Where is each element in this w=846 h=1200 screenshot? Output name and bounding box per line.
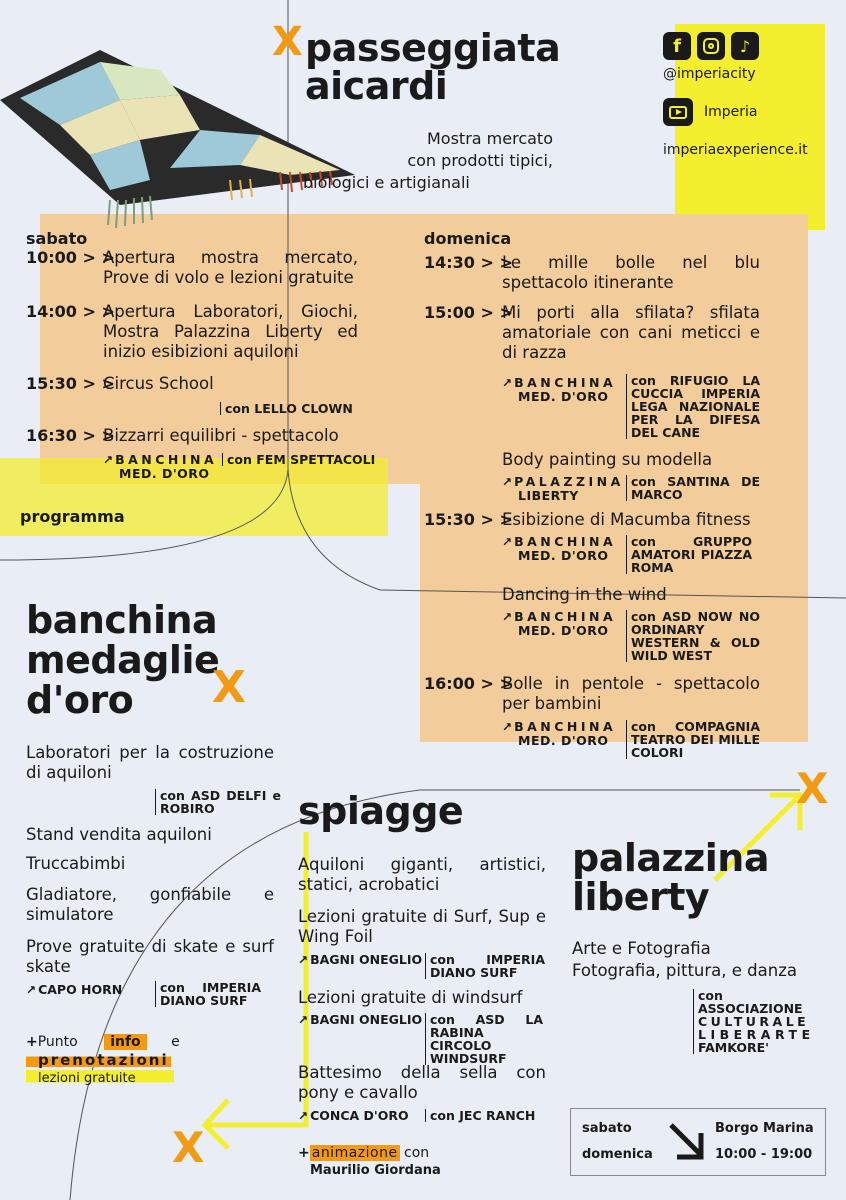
domenica-event-5: Dancing in the wind — [502, 585, 667, 604]
palazzina-line-2: Fotografia, pittura, e danza — [572, 961, 797, 980]
tiktok-icon[interactable]: ♪ — [731, 32, 759, 60]
schedule-place: Borgo Marina — [715, 1121, 814, 1136]
domenica-event-4-with: con GRUPPO AMATORI PIAZZA ROMA — [626, 535, 752, 574]
palazzina-title-1: palazzina — [572, 836, 769, 880]
title-line-2: aicardi — [305, 64, 448, 108]
title-line-1: passeggiata — [305, 26, 561, 70]
palazzina-title-2: liberty — [572, 875, 710, 919]
spiagge-item-2: Lezioni gratuite di Surf, Sup e Wing Foil — [298, 907, 546, 946]
facebook-icon[interactable]: f — [663, 32, 691, 60]
spiagge-item-4: Battesimo della sella con pony e cavallo — [298, 1063, 546, 1102]
arrow-ne-icon: ↗ — [502, 475, 513, 489]
spiagge-item-1: Aquiloni giganti, artistici, statici, acrobatici — [298, 855, 546, 894]
schedule-day-2: domenica — [582, 1147, 653, 1162]
banchina-title-1: banchina — [26, 598, 218, 642]
domenica-event-2-with: con RIFUGIO LA CUCCIA IMPERIA LEGA NAZIONALE PER LA DIFESA DEL CANE — [626, 374, 760, 439]
domenica-time-2: 15:00 > > — [424, 303, 513, 322]
spiagge-item-4-location: ↗ CONCA D'ORO — [298, 1108, 409, 1123]
website-link[interactable]: imperiaexperience.it — [663, 142, 808, 158]
domenica-time-1: 14:30 > > — [424, 253, 513, 272]
arrow-ne-icon: ↗ — [502, 535, 513, 549]
arrow-ne-icon: ↗ — [502, 376, 513, 390]
domenica-time-6: 16:00 > > — [424, 674, 513, 693]
domenica-event-3-with: con SANTINA DE MARCO — [626, 475, 760, 501]
subtitle-line-1: Mostra mercato — [427, 129, 553, 148]
animazione-credit: + animazione con Maurilio Giordana — [298, 1145, 441, 1178]
sabato-event-4: Bizzarri equilibri - spettacolo — [103, 426, 339, 445]
title-x-mark: X — [272, 19, 303, 65]
arrow-ne-icon: ↗ — [26, 983, 37, 997]
instagram-icon[interactable] — [697, 32, 725, 60]
arrow-ne-icon: ↗ — [103, 453, 114, 467]
sabato-event-3: Circus School — [103, 374, 214, 393]
spiagge-item-3: Lezioni gratuite di windsurf — [298, 988, 523, 1007]
arrow-se-icon — [667, 1121, 707, 1163]
x-mark-right: X — [796, 764, 829, 813]
domenica-event-6-with: con COMPAGNIA TEATRO DEI MILLE COLORI — [626, 720, 760, 759]
sabato-heading: sabato — [26, 229, 88, 248]
arrow-ne-icon: ↗ — [298, 1109, 309, 1123]
sabato-event-3-with: con LELLO CLOWN — [220, 402, 353, 415]
banchina-x-mark: X — [212, 662, 246, 713]
spiagge-item-4-with: con JEC RANCH — [425, 1109, 535, 1122]
banchina-item-5: Prove gratuite di skate e surf skate — [26, 937, 274, 976]
banchina-title-3: d'oro — [26, 678, 134, 722]
spiagge-item-3-location: ↗ BAGNI ONEGLIO — [298, 1012, 423, 1027]
domenica-event-4: Esibizione di Macumba fitness — [502, 510, 751, 529]
domenica-event-3: Body painting su modella — [502, 450, 713, 469]
banchina-item-1-with: con ASD DELFI e ROBIRO — [155, 789, 281, 815]
domenica-event-5-location: ↗ BANCHINA MED. D'ORO — [502, 609, 617, 638]
sabato-time-3: 15:30 > > — [26, 374, 115, 393]
domenica-event-6-location: ↗ BANCHINA MED. D'ORO — [502, 719, 617, 748]
palazzina-line-1: Arte e Fotografia — [572, 939, 711, 958]
social-handle[interactable]: @imperiacity — [663, 66, 756, 82]
domenica-time-4: 15:30 > > — [424, 510, 513, 529]
domenica-event-3-location: ↗ PALAZZINA LIBERTY — [502, 474, 624, 503]
youtube-icon[interactable] — [663, 98, 693, 126]
schedule-day-1: sabato — [582, 1121, 632, 1136]
sabato-time-2: 14:00 > > — [26, 302, 115, 321]
palazzina-with: con ASSOCIAZIONE CULTURALE LIBERARTE FAMKORE' — [693, 989, 823, 1054]
domenica-event-4-location: ↗ BANCHINA MED. D'ORO — [502, 534, 617, 563]
banchina-title-2: medaglie — [26, 638, 220, 682]
x-mark-bottom-left: X — [172, 1123, 205, 1172]
banchina-item-5-with: con IMPERIA DIANO SURF — [155, 981, 261, 1007]
spiagge-title: spiagge — [298, 789, 464, 833]
domenica-event-5-with: con ASD NOW NO ORDINARY WESTERN & OLD WILD WEST — [626, 610, 760, 662]
domenica-event-2-location: ↗ BANCHINA MED. D'ORO — [502, 375, 617, 404]
arrow-ne-icon: ↗ — [502, 720, 513, 734]
subtitle-line-3: biologici e artigianali — [303, 173, 470, 192]
youtube-label[interactable]: Imperia — [704, 104, 758, 120]
sabato-event-4-with: con FEM SPETTACOLI — [222, 453, 375, 466]
domenica-event-2: Mi porti alla sfilata? sfilata amatoriale con cani meticci e di razza — [502, 303, 760, 362]
banchina-item-5-location: ↗ CAPO HORN — [26, 982, 123, 997]
arrow-ne-icon: ↗ — [502, 610, 513, 624]
schedule-hours: 10:00 - 19:00 — [715, 1147, 813, 1162]
arrow-ne-icon: ↗ — [298, 953, 309, 967]
banchina-item-4: Gladiatore, gonfiabile e simulatore — [26, 885, 274, 924]
spiagge-item-2-location: ↗ BAGNI ONEGLIO — [298, 952, 423, 967]
arrow-ne-icon: ↗ — [298, 1013, 309, 1027]
subtitle — [303, 128, 553, 194]
sabato-time-4: 16:30 > > — [26, 426, 115, 445]
sabato-time-1: 10:00 > > — [26, 248, 115, 267]
spiagge-item-3-with: con ASD LA RABINA CIRCOLO WINDSURF — [425, 1013, 543, 1065]
banchina-item-1: Laboratori per la costruzione di aquiloni — [26, 743, 274, 782]
info-point: +Punto info e prenotazioni lezioni gratuite — [26, 1034, 180, 1086]
banchina-item-3: Truccabimbi — [26, 854, 126, 873]
sabato-event-4-location: ↗ BANCHINA MED. D'ORO — [103, 452, 218, 481]
spiagge-item-2-with: con IMPERIA DIANO SURF — [425, 953, 545, 979]
programma-label: programma — [20, 507, 125, 526]
social-icons — [663, 32, 759, 60]
subtitle-line-2: con prodotti tipici, — [407, 151, 553, 170]
domenica-heading: domenica — [424, 229, 512, 248]
domenica-event-1: Le mille bolle nel blu spettacolo itinerante — [502, 253, 760, 292]
sabato-event-2: Apertura Laboratori, Giochi, Mostra Palazzina Liberty ed inizio esibizioni aquiloni — [103, 302, 358, 361]
domenica-event-6: Bolle in pentole - spettacolo per bambini — [502, 674, 760, 713]
banchina-item-2: Stand vendita aquiloni — [26, 825, 212, 844]
sabato-event-1: Apertura mostra mercato, Prove di volo e lezioni gratuite — [103, 248, 358, 287]
schedule-box — [570, 1108, 826, 1176]
